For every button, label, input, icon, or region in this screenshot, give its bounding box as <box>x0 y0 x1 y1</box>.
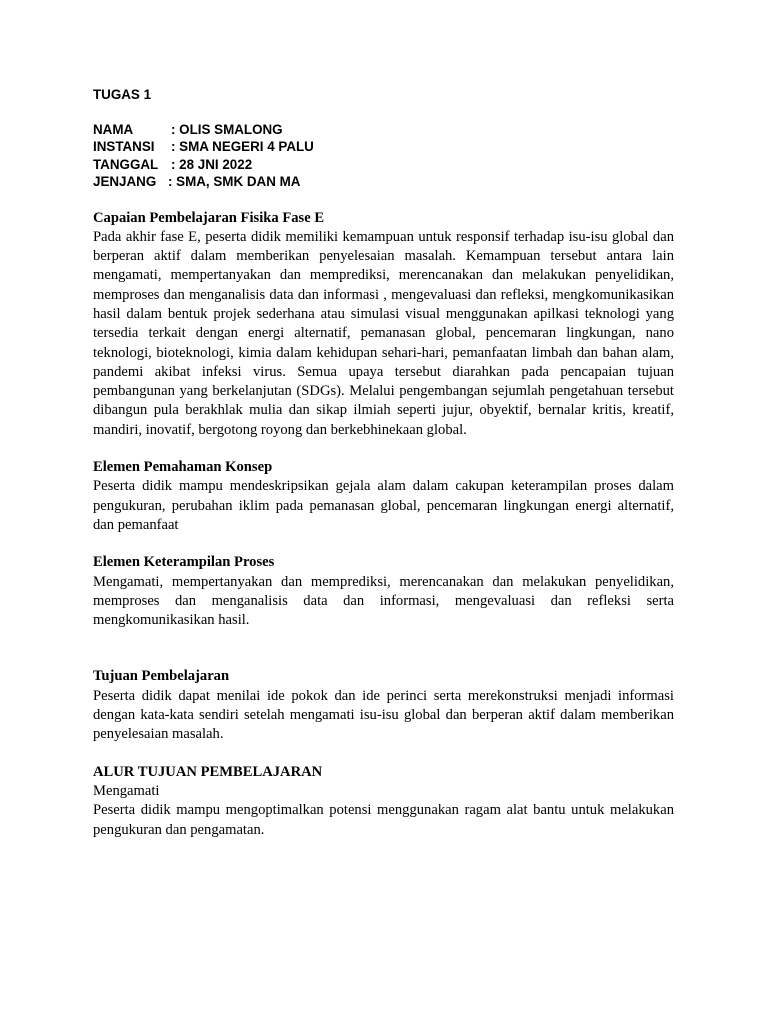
section-heading: Capaian Pembelajaran Fisika Fase E <box>93 209 325 226</box>
section-heading: Tujuan Pembelajaran <box>93 668 230 685</box>
info-row-nama <box>93 121 674 139</box>
section-heading: ALUR TUJUAN PEMBELAJARAN <box>93 763 323 780</box>
section-body: Mengamati, mempertanyakan dan memprediksi, merencanakan dan melakukan penyelidikan, memproses dan menganalisis data dan informasi, mengevaluasi dan refleksi serta mengkomunikasikan hasil. <box>93 573 674 629</box>
info-label-tanggal: TANGGAL <box>93 156 159 172</box>
info-label-jenjang: JENJANG <box>93 174 157 189</box>
section-heading: Elemen Keterampilan Proses <box>93 554 275 571</box>
section-body: Peserta didik dapat menilai ide pokok dan ide perinci serta merekonstruksi menjadi informasi dengan kata-kata sendiri setelah mengamati isu-isu global dan berperan aktif dalam memberikan penyelesaian masalah. <box>93 687 674 743</box>
section-capaian <box>93 209 674 441</box>
info-label-nama: NAMA <box>93 121 134 137</box>
document-title: TUGAS 1 <box>93 87 152 102</box>
info-row-jenjang <box>93 173 674 191</box>
info-value-tanggal: : 28 JNI 2022 <box>171 156 253 172</box>
info-value-jenjang: : SMA, SMK DAN MA <box>168 174 301 189</box>
info-row-tanggal <box>93 156 674 174</box>
section-keterampilan-proses <box>93 553 674 630</box>
section-tujuan-pembelajaran <box>93 667 674 744</box>
section-pemahaman-konsep <box>93 458 674 535</box>
section-alur-tujuan <box>93 763 674 840</box>
info-value-nama: : OLIS SMALONG <box>171 121 283 137</box>
info-label-instansi: INSTANSI <box>93 139 155 154</box>
section-heading: Elemen Pemahaman Konsep <box>93 459 273 476</box>
section-subheading: Mengamati <box>93 782 160 799</box>
section-body: Pada akhir fase E, peserta didik memiliki kemampuan untuk responsif terhadap isu-isu global dan berperan aktif dalam memberikan penyelesaian masalah. Kemampuan tersebut antara lain mengamati, mempertanyakan dan memprediksi, merencanakan dan melakukan penyelidikan, memproses dan menganalisis data dan informasi , mengevaluasi dan refleksi, mengkomunikasikan hasil dalam bentuk projek sederhana atau simulasi visual menggunakan apilkasi teknologi yang tersedia terkait dengan energi alternatif, pemanasan global, pencemaran lingkungan, nano teknologi, bioteknologi, kimia dalam kehidupan sehari-hari, pemanfaatan limbah dan bahan alam, pandemi akibat infeksi virus. Semua upaya tersebut diarahkan pada pencapaian tujuan pembangunan yang berkelanjutan (SDGs). Melalui pengembangan sejumlah pengetahuan tersebut dibangun pula berakhlak mulia dan sikap ilmiah seperti jujur, obyektif, bernalar kritis, kreatif, mandiri, inovatif, bergotong royong dan berkebhinekaan global. <box>93 228 674 438</box>
section-body: Peserta didik mampu mengoptimalkan potensi menggunakan ragam alat bantu untuk melakukan pengukuran dan pengamatan. <box>93 802 674 838</box>
identity-block <box>93 121 674 191</box>
info-value-instansi: : SMA NEGERI 4 PALU <box>171 139 314 154</box>
info-row-instansi <box>93 138 674 156</box>
document-page <box>93 86 674 840</box>
section-body: Peserta didik mampu mendeskripsikan gejala alam dalam cakupan keterampilan proses dalam pengukuran, perubahan iklim pada pemanasan global, pencemaran lingkungan energi alternatif, dan pemanfaat <box>93 478 674 533</box>
